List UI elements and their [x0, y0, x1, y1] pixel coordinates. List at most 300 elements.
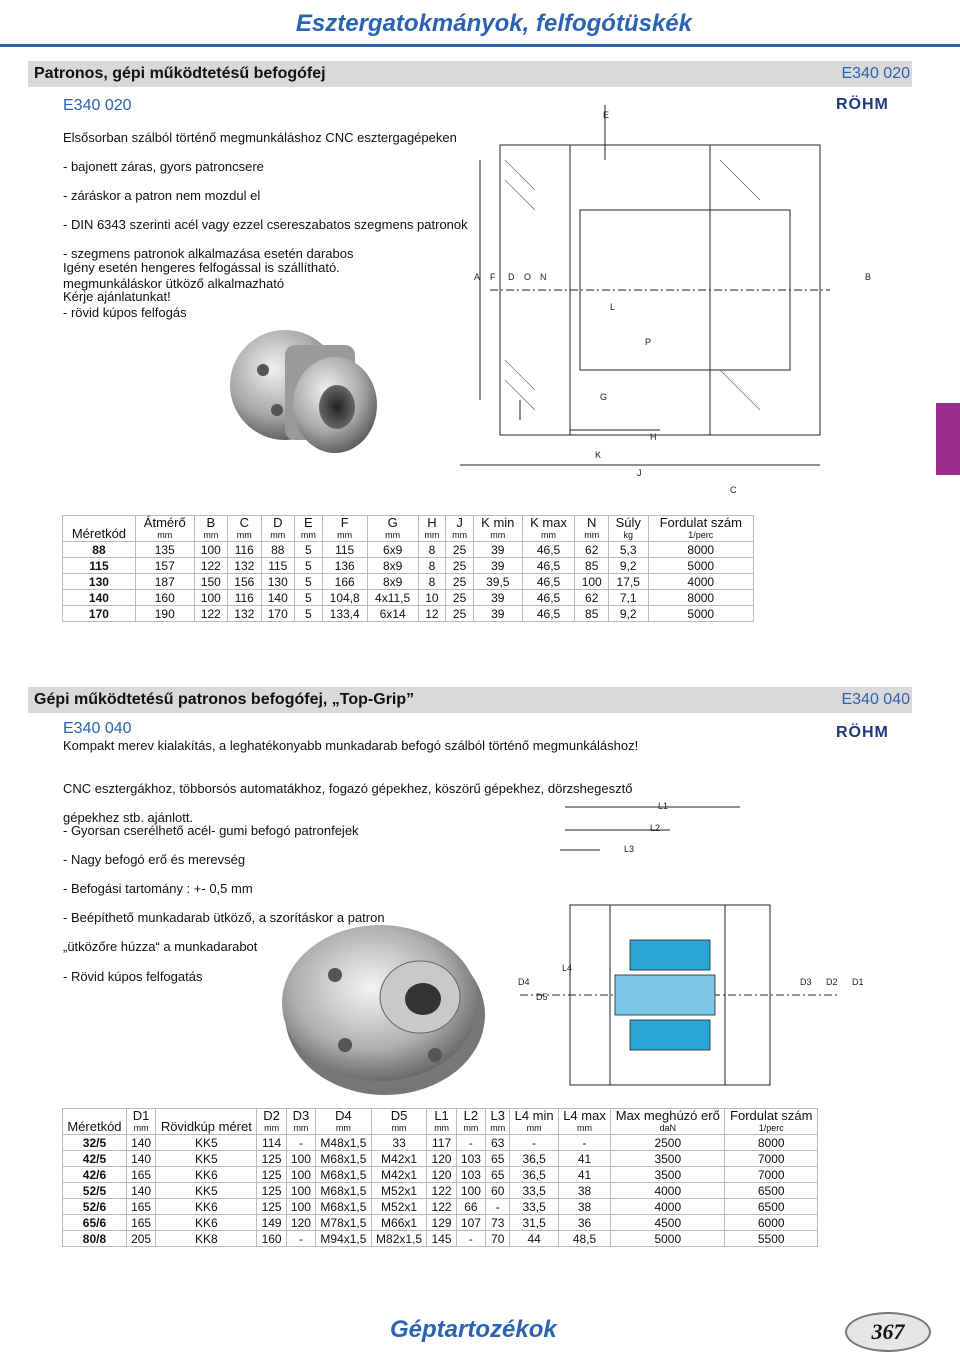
table-cell: 149: [257, 1215, 286, 1231]
table-cell: 117: [427, 1135, 456, 1151]
dim-label-K: K: [595, 450, 602, 460]
table-row: [63, 1151, 818, 1167]
table-cell: 4000: [648, 574, 754, 590]
section1-note: [63, 246, 340, 319]
column-header-unit: mm: [133, 1123, 149, 1133]
table-cell: 70: [486, 1231, 510, 1247]
column-header-label: Fordulat szám: [659, 515, 742, 530]
desc-line: - záráskor a patron nem mozdul el: [63, 187, 261, 203]
table-cell: 100: [575, 574, 608, 590]
table-cell: 6500: [725, 1183, 818, 1199]
table-cell: 17,5: [608, 574, 648, 590]
table-cell: 7000: [725, 1167, 818, 1183]
size-code-cell: 88: [63, 542, 136, 558]
table-cell: M48x1,5: [316, 1135, 372, 1151]
table-cell: 46,5: [522, 606, 575, 622]
dim-label-G: G: [600, 392, 608, 402]
table-cell: 205: [126, 1231, 155, 1247]
table-cell: 133,4: [322, 606, 367, 622]
table-cell: M52x1: [371, 1183, 427, 1199]
table-cell: 44: [510, 1231, 559, 1247]
table-cell: 122: [194, 606, 227, 622]
table-row: [63, 1167, 818, 1183]
table-cell: 5: [295, 558, 323, 574]
column-header-label: L4 max: [563, 1108, 606, 1123]
table-cell: M68x1,5: [316, 1167, 372, 1183]
column-header: [135, 516, 194, 542]
column-header-label: D5: [390, 1108, 408, 1123]
column-header-label: Méretkód: [71, 526, 127, 541]
table-cell: 6500: [725, 1199, 818, 1215]
header-divider: [0, 44, 960, 47]
table-cell: 9,2: [608, 606, 648, 622]
table-cell: M68x1,5: [316, 1183, 372, 1199]
table-row: [63, 558, 754, 574]
table-cell: 5: [295, 590, 323, 606]
size-code-cell: 42/5: [63, 1151, 127, 1167]
page-number: 367: [845, 1312, 931, 1352]
table-cell: 132: [228, 558, 261, 574]
table-cell: 8: [418, 574, 446, 590]
column-header-label: K min: [481, 515, 515, 530]
column-header: [228, 516, 261, 542]
table-cell: 5000: [648, 606, 754, 622]
dim-label-H: H: [650, 432, 657, 442]
table-cell: 63: [486, 1135, 510, 1151]
desc-line: Elsősorban szálból történő megmunkáláshoz CNC esztergagépeken: [63, 129, 457, 145]
column-header-label: J: [456, 515, 463, 530]
table-row: [63, 542, 754, 558]
table-cell: 122: [427, 1183, 456, 1199]
technical-drawing-1: [460, 100, 880, 500]
column-header: [648, 516, 754, 542]
column-header-unit: mm: [463, 1123, 479, 1133]
desc-line: megmunkáláskor ütköző alkalmazható: [63, 275, 285, 291]
table-cell: 8: [418, 558, 446, 574]
table-cell: 5500: [725, 1231, 818, 1247]
table-row: [63, 1135, 818, 1151]
dim-label-L2: L2: [650, 823, 661, 833]
column-header-unit: mm: [335, 1123, 351, 1133]
table-cell: 4x11,5: [367, 590, 418, 606]
column-header-unit: mm: [452, 530, 468, 540]
table-cell: 85: [575, 606, 608, 622]
column-header: [522, 516, 575, 542]
column-header: [295, 516, 323, 542]
section1-title: Patronos, gépi működtetésű befogófej: [34, 65, 326, 82]
column-header: [446, 516, 474, 542]
column-header-label: D2: [263, 1108, 280, 1123]
table-cell: 25: [446, 558, 474, 574]
column-header: [456, 1109, 485, 1135]
table-cell: 122: [194, 558, 227, 574]
size-code-cell: 170: [63, 606, 136, 622]
table-cell: KK8: [156, 1231, 257, 1247]
table-body: [63, 1135, 818, 1247]
table-cell: 120: [427, 1167, 456, 1183]
table-cell: 125: [257, 1183, 286, 1199]
column-header-label: L3: [490, 1108, 505, 1123]
column-header-unit: mm: [584, 530, 600, 540]
table-cell: 8000: [648, 542, 754, 558]
table-cell: 115: [261, 558, 294, 574]
table-body: [63, 542, 754, 622]
section1-code: E340 020: [841, 65, 910, 82]
table-row: [63, 606, 754, 622]
table-cell: 7000: [725, 1151, 818, 1167]
footer-title: Géptartozékok: [390, 1316, 557, 1343]
spec-table-2: [62, 1108, 818, 1247]
column-header-unit: mm: [391, 1123, 407, 1133]
feature-line: - Nagy befogó erő és merevség: [63, 851, 246, 867]
table-cell: 3500: [611, 1151, 725, 1167]
size-code-cell: 32/5: [63, 1135, 127, 1151]
desc-line: - rövid kúpos felfogás: [63, 304, 187, 320]
chuck-photo-1: [215, 315, 385, 475]
dim-label-J: J: [637, 468, 642, 478]
table-cell: 114: [257, 1135, 286, 1151]
table-cell: 116: [228, 590, 261, 606]
table-cell: 46,5: [522, 542, 575, 558]
column-header: [322, 516, 367, 542]
column-header-unit: mm: [157, 530, 173, 540]
page-title: Esztergatokmányok, felfogótüskék: [295, 10, 692, 37]
chuck-photo-2: [275, 905, 490, 1100]
table-cell: 100: [286, 1167, 315, 1183]
table-cell: M78x1,5: [316, 1215, 372, 1231]
column-header-unit: daN: [659, 1123, 677, 1133]
column-header: [418, 516, 446, 542]
column-header-label: H: [427, 515, 437, 530]
desc-line: - bajonett záras, gyors patroncsere: [63, 158, 264, 174]
column-header: [286, 1109, 315, 1135]
table-cell: 25: [446, 542, 474, 558]
section1-heading: E340 020: [63, 97, 132, 114]
column-header: [261, 516, 294, 542]
table-cell: 39: [473, 606, 522, 622]
table-cell: 38: [558, 1183, 610, 1199]
desc-line: - DIN 6343 szerinti acél vagy ezzel csereszabatos szegmens patronok: [63, 217, 468, 233]
rohm-logo-2: RÖHM: [836, 724, 889, 741]
table-cell: M42x1: [371, 1151, 427, 1167]
table-cell: 165: [126, 1167, 155, 1183]
dim-label-N: N: [540, 272, 547, 282]
table-cell: 156: [228, 574, 261, 590]
column-header: [371, 1109, 427, 1135]
column-header-label: D1: [132, 1108, 150, 1123]
column-header-unit: 1/perc: [758, 1123, 784, 1133]
feature-line: - Rövid kúpos felfogatás: [63, 968, 203, 984]
section2-intro: Kompakt merev kialakítás, a leghatékonyabb munkadarab befogó szálból történő megmunkáláshoz!: [63, 738, 639, 753]
column-header-label: D4: [335, 1108, 352, 1123]
size-code-cell: 52/6: [63, 1199, 127, 1215]
table-cell: 5: [295, 606, 323, 622]
column-header: [473, 516, 522, 542]
column-header-label: D: [273, 515, 283, 530]
column-header-label: Átmérő: [143, 515, 186, 530]
table-cell: 39: [473, 542, 522, 558]
table-cell: 60: [486, 1183, 510, 1199]
column-header-unit: kg: [623, 530, 633, 540]
dim-label-A: A: [474, 272, 481, 282]
dim-label-E: E: [603, 110, 610, 120]
table-cell: KK5: [156, 1183, 257, 1199]
table-cell: 3500: [611, 1167, 725, 1183]
size-code-cell: 115: [63, 558, 136, 574]
section2-code: E340 040: [841, 691, 910, 708]
size-code-cell: 130: [63, 574, 136, 590]
table-cell: M66x1: [371, 1215, 427, 1231]
column-header-unit: mm: [300, 530, 316, 540]
table-cell: 140: [261, 590, 294, 606]
column-header-label: Rövidkúp méret: [160, 1119, 252, 1134]
table-cell: 187: [135, 574, 194, 590]
column-header: [558, 1109, 610, 1135]
table-cell: 25: [446, 590, 474, 606]
column-header: [156, 1109, 257, 1135]
table-cell: -: [286, 1231, 315, 1247]
table-cell: 62: [575, 542, 608, 558]
table-cell: 41: [558, 1151, 610, 1167]
column-header-label: L4 min: [514, 1108, 554, 1123]
table-cell: 136: [322, 558, 367, 574]
column-header: [608, 516, 648, 542]
table-cell: KK5: [156, 1135, 257, 1151]
table-cell: 36: [558, 1215, 610, 1231]
table-cell: 103: [456, 1167, 485, 1183]
table-cell: 7,1: [608, 590, 648, 606]
table-cell: 116: [228, 542, 261, 558]
table-cell: 65: [486, 1167, 510, 1183]
dim-label-D3: D3: [800, 977, 812, 987]
table-cell: 125: [257, 1167, 286, 1183]
dim-label-P: P: [645, 337, 652, 347]
table-row: [63, 1183, 818, 1199]
table-cell: 33,5: [510, 1199, 559, 1215]
column-header-label: D3: [292, 1108, 310, 1123]
column-header-label: F: [340, 515, 349, 530]
table-cell: 36,5: [510, 1167, 559, 1183]
dim-label-O: O: [524, 272, 532, 282]
table-cell: 48,5: [558, 1231, 610, 1247]
table-cell: 5000: [611, 1231, 725, 1247]
column-header: [194, 516, 227, 542]
table-cell: 140: [126, 1183, 155, 1199]
table-cell: 6x14: [367, 606, 418, 622]
spec-table-1: [62, 515, 754, 622]
table-cell: 104,8: [322, 590, 367, 606]
table-cell: KK6: [156, 1199, 257, 1215]
column-header: [725, 1109, 818, 1135]
table-cell: 73: [486, 1215, 510, 1231]
column-header-label: Méretkód: [67, 1119, 122, 1134]
table-cell: 6x9: [367, 542, 418, 558]
column-header-unit: mm: [264, 1123, 280, 1133]
usage-line: CNC esztergákhoz, többorsós automatákhoz, fogazó gépekhez, köszörű gépekhez, dörzshegesztő: [63, 780, 633, 796]
column-header-unit: mm: [541, 530, 557, 540]
table-cell: 39,5: [473, 574, 522, 590]
table-cell: 120: [427, 1151, 456, 1167]
table-cell: 41: [558, 1167, 610, 1183]
column-header: [63, 516, 136, 542]
column-header-label: Súly: [615, 515, 641, 530]
column-header: [611, 1109, 725, 1135]
dim-label-C: C: [730, 485, 737, 495]
size-code-cell: 52/5: [63, 1183, 127, 1199]
column-header-unit: mm: [577, 1123, 593, 1133]
table-cell: 8000: [725, 1135, 818, 1151]
feature-line: - Befogási tartomány : +- 0,5 mm: [63, 880, 253, 896]
table-cell: 65: [486, 1151, 510, 1167]
technical-drawing-2: [500, 795, 880, 1105]
table-cell: 100: [286, 1199, 315, 1215]
table-cell: 2500: [611, 1135, 725, 1151]
table-cell: 39: [473, 558, 522, 574]
table-cell: -: [510, 1135, 559, 1151]
table-cell: 39: [473, 590, 522, 606]
table-cell: 8x9: [367, 558, 418, 574]
dim-label-B: B: [865, 272, 872, 282]
table-cell: 100: [456, 1183, 485, 1199]
table-cell: 145: [427, 1231, 456, 1247]
table-cell: 5000: [648, 558, 754, 574]
table-cell: 4000: [611, 1183, 725, 1199]
dim-label-D4: D4: [518, 977, 530, 987]
column-header-label: N: [587, 515, 597, 530]
table-cell: 165: [126, 1215, 155, 1231]
column-header-label: Fordulat szám: [730, 1108, 813, 1123]
column-header-label: G: [387, 515, 398, 530]
column-header-unit: 1/perc: [688, 530, 714, 540]
section2-title: Gépi működtetésű patronos befogófej, „Top-Grip”: [34, 691, 415, 708]
column-header-label: L2: [463, 1108, 479, 1123]
table-cell: 6000: [725, 1215, 818, 1231]
table-cell: 150: [194, 574, 227, 590]
side-tab: [936, 403, 960, 475]
column-header-unit: mm: [203, 530, 219, 540]
table-cell: 125: [257, 1199, 286, 1215]
table-cell: 125: [257, 1151, 286, 1167]
table-cell: 170: [261, 606, 294, 622]
table-cell: 140: [126, 1151, 155, 1167]
table-row: [63, 574, 754, 590]
table-cell: M52x1: [371, 1199, 427, 1215]
table-cell: M68x1,5: [316, 1151, 372, 1167]
size-code-cell: 42/6: [63, 1167, 127, 1183]
size-code-cell: 140: [63, 590, 136, 606]
table-cell: 5: [295, 542, 323, 558]
table-cell: 157: [135, 558, 194, 574]
table-cell: 100: [194, 542, 227, 558]
section2-heading: E340 040: [63, 720, 132, 737]
desc-line: - szegmens patronok alkalmazása esetén darabos: [63, 246, 354, 262]
table-cell: 31,5: [510, 1215, 559, 1231]
table-cell: 33: [371, 1135, 427, 1151]
column-header-unit: mm: [293, 1123, 309, 1133]
table-cell: 66: [456, 1199, 485, 1215]
table-cell: -: [456, 1231, 485, 1247]
table-cell: 122: [427, 1199, 456, 1215]
column-header: [257, 1109, 286, 1135]
table-cell: 140: [126, 1135, 155, 1151]
column-header-unit: mm: [270, 530, 286, 540]
table-header-row: [63, 516, 754, 542]
rohm-logo: RÖHM: [836, 96, 889, 113]
dim-label-D: D: [508, 272, 515, 282]
column-header: [427, 1109, 456, 1135]
table-cell: 160: [135, 590, 194, 606]
table-cell: 100: [286, 1183, 315, 1199]
table-cell: 129: [427, 1215, 456, 1231]
column-header: [367, 516, 418, 542]
table-cell: 5,3: [608, 542, 648, 558]
dim-label-L1: L1: [658, 801, 669, 811]
dim-label-L: L: [610, 302, 616, 312]
table-header-row: [63, 1109, 818, 1135]
table-cell: 8000: [648, 590, 754, 606]
column-header: [63, 1109, 127, 1135]
column-header: [575, 516, 608, 542]
column-header-label: B: [206, 515, 216, 530]
column-header-unit: mm: [337, 530, 353, 540]
table-cell: KK6: [156, 1215, 257, 1231]
table-cell: 8: [418, 542, 446, 558]
table-cell: 25: [446, 574, 474, 590]
feature-line: - Beépíthető munkadarab ütköző, a szorításkor a patron: [63, 910, 385, 926]
table-cell: -: [486, 1199, 510, 1215]
table-cell: 132: [228, 606, 261, 622]
table-cell: 4500: [611, 1215, 725, 1231]
table-cell: 46,5: [522, 574, 575, 590]
table-cell: 36,5: [510, 1151, 559, 1167]
table-cell: 103: [456, 1151, 485, 1167]
table-row: [63, 1215, 818, 1231]
column-header: [126, 1109, 155, 1135]
column-header-label: K max: [530, 515, 567, 530]
table-cell: M82x1,5: [371, 1231, 427, 1247]
dim-label-L4: L4: [562, 963, 573, 973]
note-line: Igény esetén hengeres felfogással is szállítható.: [63, 259, 340, 275]
column-header-label: E: [304, 515, 313, 530]
table-cell: 107: [456, 1215, 485, 1231]
note-line: Kérje ajánlatunkat!: [63, 288, 171, 304]
dim-label-L3: L3: [624, 844, 635, 854]
column-header-unit: mm: [424, 530, 440, 540]
table-cell: 160: [257, 1231, 286, 1247]
dim-label-D1: D1: [852, 977, 864, 987]
usage-line: gépekhez stb. ajánlott.: [63, 809, 194, 825]
table-cell: M42x1: [371, 1167, 427, 1183]
table-row: [63, 590, 754, 606]
table-cell: 25: [446, 606, 474, 622]
column-header-unit: mm: [236, 530, 252, 540]
table-cell: 62: [575, 590, 608, 606]
feature-line: - Gyorsan cserélhető acél- gumi befogó patronfejek: [63, 822, 359, 838]
table-cell: 46,5: [522, 590, 575, 606]
table-cell: 88: [261, 542, 294, 558]
column-header-unit: mm: [526, 1123, 542, 1133]
dim-label-D2: D2: [826, 977, 838, 987]
feature-line: „ütközőre húzza“ a munkadarabot: [63, 939, 258, 955]
size-code-cell: 65/6: [63, 1215, 127, 1231]
table-cell: 85: [575, 558, 608, 574]
table-cell: 130: [261, 574, 294, 590]
table-cell: 166: [322, 574, 367, 590]
column-header-unit: mm: [490, 1123, 506, 1133]
table-cell: 5: [295, 574, 323, 590]
table-cell: M94x1,5: [316, 1231, 372, 1247]
column-header-unit: mm: [385, 530, 401, 540]
